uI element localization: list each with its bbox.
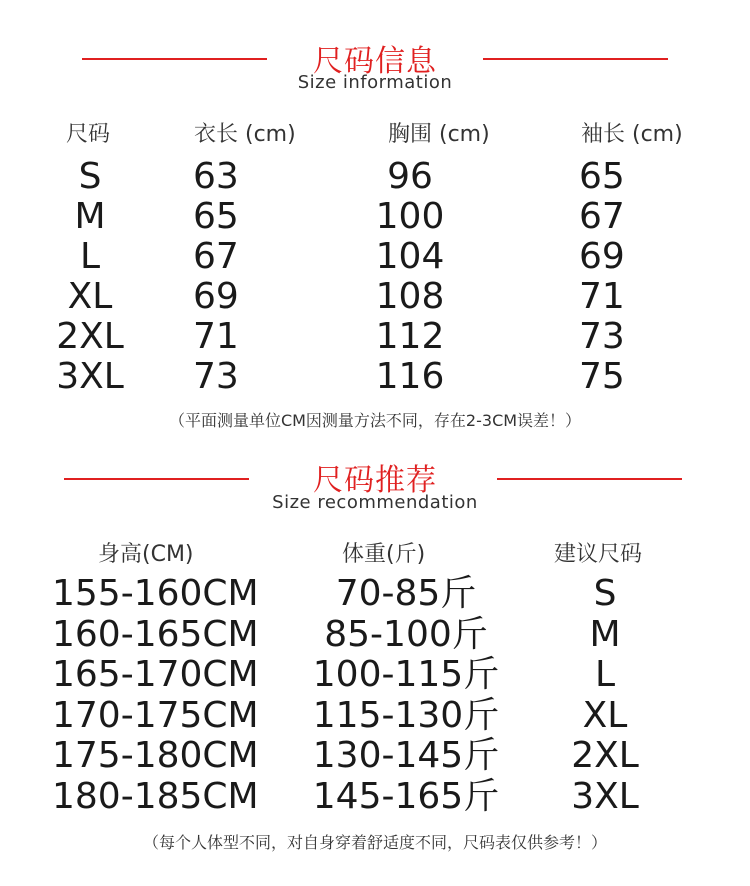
table-cell: 67	[193, 236, 239, 277]
table-cell: 65	[579, 156, 625, 197]
table-cell: S	[78, 156, 102, 197]
recommend-title: 尺码推荐	[313, 463, 437, 498]
header-height: 身高(CM)	[98, 542, 194, 567]
table-cell: 160-165CM	[52, 613, 259, 655]
height-column	[52, 574, 282, 817]
table-cell: 71	[579, 276, 625, 317]
table-cell: 175-180CM	[52, 735, 259, 776]
table-cell: 96	[387, 156, 433, 197]
header-size: 尺码	[66, 122, 111, 147]
recommended-size-column	[555, 574, 655, 817]
table-cell: 155-160CM	[52, 573, 259, 614]
table-cell: XL	[67, 276, 113, 317]
table-cell: 2XL	[56, 316, 124, 357]
table-cell: 70-85斤	[335, 573, 477, 614]
header-sleeve: 袖长 (cm)	[581, 122, 683, 147]
recommend-subtitle: Size recommendation	[272, 492, 478, 513]
weight-column	[296, 574, 516, 817]
table-cell: 180-185CM	[52, 775, 259, 817]
size-info-subtitle: Size information	[297, 72, 453, 93]
table-cell: 3XL	[571, 775, 639, 817]
table-cell: 73	[579, 316, 625, 357]
size-column	[40, 157, 140, 397]
fit-note: （每个人体型不同，对自身穿着舒适度不同，尺码表仅供参考！）	[142, 833, 607, 852]
table-cell: 108	[375, 276, 445, 317]
chest-column	[360, 157, 460, 397]
table-cell: 112	[375, 316, 445, 357]
table-cell: S	[593, 573, 617, 614]
header-recommended-size: 建议尺码	[554, 542, 643, 567]
table-cell: 69	[193, 276, 239, 317]
table-cell: 116	[375, 356, 445, 397]
table-cell: L	[79, 236, 101, 277]
table-cell: 170-175CM	[52, 694, 259, 736]
table-cell: 3XL	[56, 356, 124, 397]
length-column	[193, 157, 283, 397]
header-weight: 体重(斤)	[342, 542, 426, 567]
table-cell: 100	[375, 196, 445, 237]
table-cell: M	[74, 196, 106, 237]
table-cell: XL	[582, 694, 628, 736]
table-cell: 100-115斤	[312, 654, 500, 695]
table-cell: 65	[193, 196, 239, 237]
measurement-note: （平面测量单位CM因测量方法不同，存在2-3CM误差！）	[168, 411, 582, 430]
table-cell: 130-145斤	[312, 735, 500, 776]
table-cell: 2XL	[571, 735, 639, 776]
table-cell: 73	[193, 356, 239, 397]
table-cell: M	[589, 613, 621, 655]
table-cell: 63	[193, 156, 239, 197]
table-cell: 165-170CM	[52, 654, 259, 695]
table-cell: L	[594, 654, 616, 695]
header-length: 衣长 (cm)	[194, 122, 296, 147]
size-info-title: 尺码信息	[313, 44, 437, 79]
table-cell: 69	[579, 236, 625, 277]
table-cell: 71	[193, 316, 239, 357]
table-cell: 85-100斤	[324, 613, 488, 655]
table-cell: 75	[579, 356, 625, 397]
table-cell: 67	[579, 196, 625, 237]
table-cell: 104	[375, 236, 445, 277]
header-chest: 胸围 (cm)	[388, 122, 490, 147]
table-cell: 145-165斤	[312, 775, 500, 817]
sleeve-column	[579, 157, 669, 397]
table-cell: 115-130斤	[312, 694, 500, 736]
